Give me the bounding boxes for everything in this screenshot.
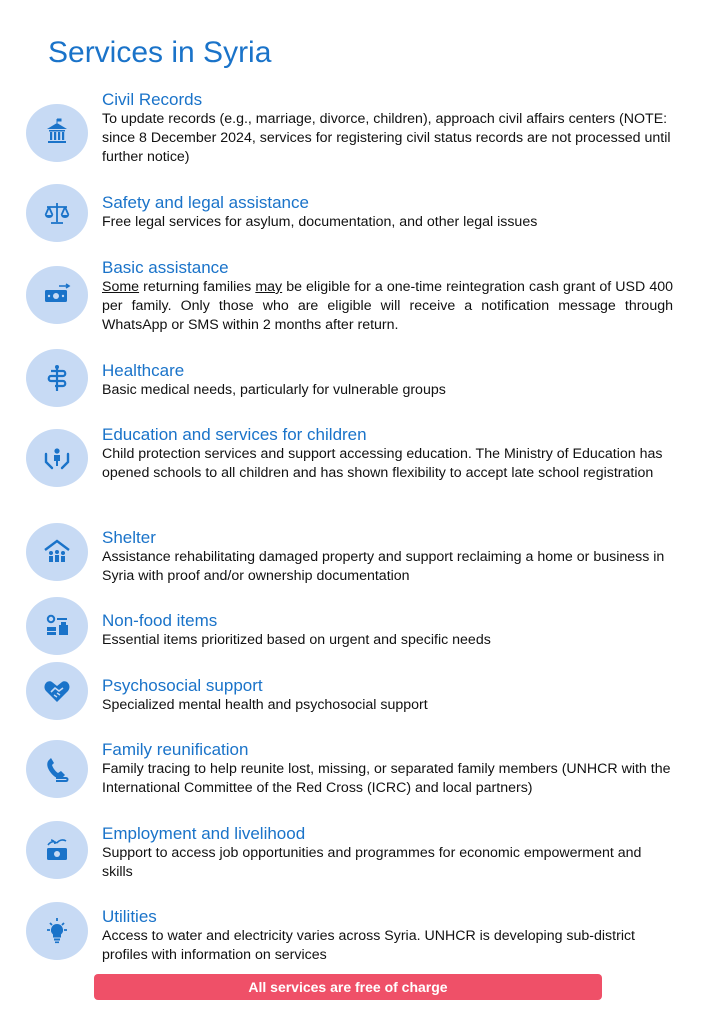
service-description: Specialized mental health and psychosocial support xyxy=(102,697,428,713)
child-protection-icon xyxy=(26,429,88,487)
scales-icon xyxy=(26,184,88,242)
page-title: Services in Syria xyxy=(48,36,272,69)
desc-text: returning families xyxy=(139,279,256,295)
medical-caduceus-icon xyxy=(26,349,88,407)
service-description: Basic medical needs, particularly for vulnerable groups xyxy=(102,382,446,398)
government-building-icon xyxy=(26,104,88,162)
emphasis-may: may xyxy=(255,279,283,295)
emphasis-some: Some xyxy=(102,279,140,295)
service-title: Utilities xyxy=(102,907,157,926)
service-description: Essential items prioritized based on urgent and specific needs xyxy=(102,632,491,648)
service-description xyxy=(102,278,673,335)
service-description: Family tracing to help reunite lost, missing, or separated family members (UNHCR with the International Committee of the Red Cross (ICRC) and local partners) xyxy=(102,761,671,796)
service-title: Basic assistance xyxy=(102,258,229,277)
service-title: Shelter xyxy=(102,528,156,547)
service-description: Child protection services and support accessing education. The Ministry of Education has opened schools to all children and has shown flexibility to accept late school registration xyxy=(102,446,663,481)
service-description: To update records (e.g., marriage, divorce, children), approach civil affairs centers (NOTE: since 8 December 2024, services for registering civil status records are not processed until further notice) xyxy=(102,111,671,165)
livelihood-cash-icon xyxy=(26,821,88,879)
service-title: Non-food items xyxy=(102,611,218,630)
service-description: Assistance rehabilitating damaged property and support reclaiming a home or business in Syria with proof and/or ownership documentation xyxy=(102,549,665,584)
lightbulb-icon xyxy=(26,902,88,960)
desc-text: be eligible for a one-time reintegration cash grant of USD 400 per family. Only those who are eligible will receive a notification message through WhatsApp or SMS within 2 months after return. xyxy=(102,279,673,333)
cash-icon xyxy=(26,266,88,324)
service-title: Education and services for children xyxy=(102,425,367,444)
service-title: Safety and legal assistance xyxy=(102,193,309,212)
heart-handshake-icon xyxy=(26,662,88,720)
service-title: Family reunification xyxy=(102,740,249,759)
service-description: Free legal services for asylum, documentation, and other legal issues xyxy=(102,214,538,230)
phone-hand-icon xyxy=(26,740,88,798)
service-title: Healthcare xyxy=(102,361,185,380)
free-of-charge-banner: All services are free of charge xyxy=(94,974,602,1000)
service-title: Employment and livelihood xyxy=(102,824,306,843)
service-description: Access to water and electricity varies across Syria. UNHCR is developing sub-district profiles with information on services xyxy=(102,928,636,963)
service-title: Psychosocial support xyxy=(102,676,263,695)
service-description: Support to access job opportunities and programmes for economic empowerment and skills xyxy=(102,845,642,880)
service-title: Civil Records xyxy=(102,90,203,109)
non-food-items-icon xyxy=(26,597,88,655)
shelter-family-icon xyxy=(26,523,88,581)
